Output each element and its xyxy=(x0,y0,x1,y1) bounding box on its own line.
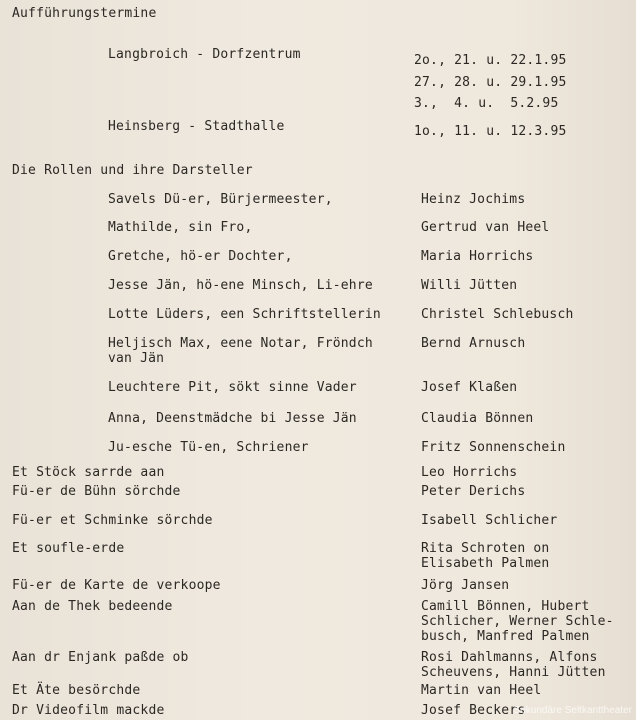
dates-langbroich-2: 27., 28. u. 29.1.95 xyxy=(414,75,567,90)
dates-langbroich-3: 3., 4. u. 5.2.95 xyxy=(414,96,559,111)
watermark: Sekundäre Seltkanttheater xyxy=(513,705,632,716)
crew-people: Rosi Dahlmanns, Alfons Scheuvens, Hanni Jütten xyxy=(421,650,606,680)
crew-task: Et Stöck sarrde aan xyxy=(12,465,165,480)
page-heading: Aufführungstermine xyxy=(12,6,157,21)
cast-actor: Bernd Arnusch xyxy=(421,336,526,351)
cast-role: Lotte Lüders, een Schriftstellerin xyxy=(108,307,381,322)
crew-people: Isabell Schlicher xyxy=(421,513,558,528)
cast-role: Heljisch Max, eene Notar, Fröndch van Jän xyxy=(108,336,373,366)
crew-people: Martin van Heel xyxy=(421,683,542,698)
crew-people: Josef Beckers xyxy=(421,703,526,718)
crew-task: Fü-er et Schminke sörchde xyxy=(12,513,213,528)
cast-actor: Maria Horrichs xyxy=(421,249,534,264)
cast-heading: Die Rollen und ihre Darsteller xyxy=(12,163,253,178)
cast-actor: Gertrud van Heel xyxy=(421,220,550,235)
cast-actor: Claudia Bönnen xyxy=(421,411,534,426)
cast-role: Savels Dü-er, Bürjermeester, xyxy=(108,192,333,207)
cast-actor: Christel Schlebusch xyxy=(421,307,574,322)
crew-task: Aan dr Enjank paßde ob xyxy=(12,650,189,665)
cast-role: Jesse Jän, hö-ene Minsch, Li-ehre xyxy=(108,278,373,293)
venue-heinsberg: Heinsberg - Stadthalle xyxy=(108,119,285,134)
cast-role: Ju-esche Tü-en, Schriener xyxy=(108,440,309,455)
dates-langbroich-1: 2o., 21. u. 22.1.95 xyxy=(414,53,567,68)
cast-role: Gretche, hö-er Dochter, xyxy=(108,249,293,264)
crew-task: Fü-er de Karte de verkoope xyxy=(12,578,221,593)
cast-role: Anna, Deenstmädche bi Jesse Jän xyxy=(108,411,357,426)
crew-task: Fü-er de Bühn sörchde xyxy=(12,484,181,499)
crew-task: Dr Videofilm mackde xyxy=(12,703,165,718)
crew-task: Et soufle-erde xyxy=(12,541,125,556)
crew-task: Aan de Thek bedeende xyxy=(12,599,173,614)
cast-actor: Willi Jütten xyxy=(421,278,518,293)
venue-langbroich: Langbroich - Dorfzentrum xyxy=(108,47,301,62)
crew-people: Jörg Jansen xyxy=(421,578,510,593)
cast-actor: Fritz Sonnenschein xyxy=(421,440,566,455)
crew-people: Rita Schroten on Elisabeth Palmen xyxy=(421,541,550,571)
crew-task: Et Äte besörchde xyxy=(12,683,141,698)
cast-actor: Josef Klaßen xyxy=(421,380,518,395)
crew-people: Leo Horrichs xyxy=(421,465,518,480)
cast-role: Mathilde, sin Fro, xyxy=(108,220,253,235)
dates-heinsberg: 1o., 11. u. 12.3.95 xyxy=(414,124,567,139)
crew-people: Camill Bönnen, Hubert Schlicher, Werner Schle- busch, Manfred Palmen xyxy=(421,599,614,644)
crew-people: Peter Derichs xyxy=(421,484,526,499)
cast-actor: Heinz Jochims xyxy=(421,192,526,207)
cast-role: Leuchtere Pit, sökt sinne Vader xyxy=(108,380,357,395)
